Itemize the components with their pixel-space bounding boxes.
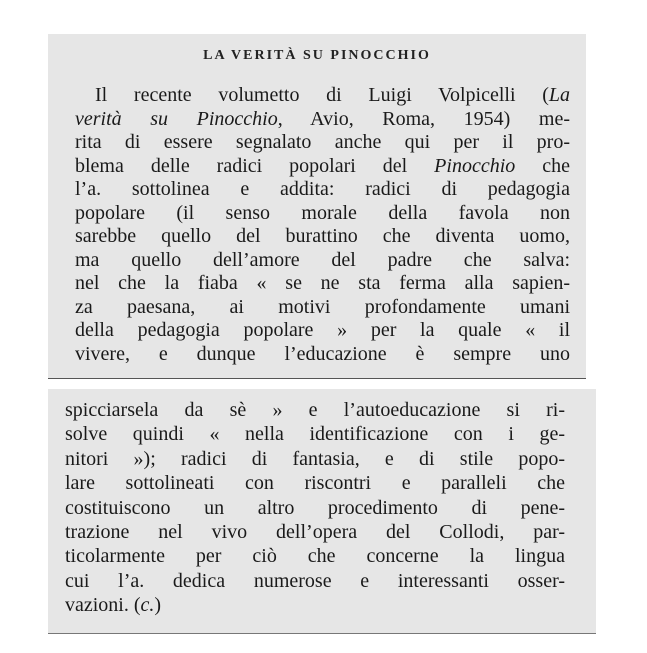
text-segment: Il recente volumetto di Luigi Volpicelli ( bbox=[95, 84, 549, 106]
text-segment: nel che la fiaba « se ne sta ferma alla sapien- bbox=[75, 272, 570, 294]
text-segment: , Avio, Roma, 1954) me- bbox=[277, 107, 570, 130]
text-line bbox=[65, 497, 565, 519]
text-line bbox=[65, 521, 565, 543]
text-line bbox=[65, 472, 565, 494]
text-segment: vivere, e dunque l’educazione è sempre uno bbox=[75, 342, 570, 365]
clipping-bottom bbox=[48, 389, 596, 634]
text-segment: trazione nel vivo dell’opera del Collodi, par- bbox=[65, 521, 565, 543]
text-segment: sarebbe quello del burattino che diventa uomo, bbox=[75, 225, 570, 247]
text-segment: ticolarmente per ciò che concerne la lingua bbox=[65, 545, 565, 568]
text-segment: spicciarsela da sè » e l’autoeducazione si ri- bbox=[65, 399, 565, 421]
text-line bbox=[75, 343, 570, 365]
italic-text: La bbox=[548, 84, 570, 106]
text-segment: cui l’a. dedica numerose e interessanti osser- bbox=[65, 569, 565, 592]
text-segment: lare sottolineati con riscontri e paralleli che bbox=[65, 472, 565, 495]
text-line bbox=[75, 249, 570, 271]
text-segment: za paesana, ai motivi profondamente umani bbox=[75, 295, 570, 318]
text-line bbox=[65, 594, 565, 616]
text-line bbox=[75, 225, 570, 247]
italic-text: Pinocchio bbox=[434, 154, 516, 177]
text-line bbox=[75, 272, 570, 294]
text-segment: ) bbox=[154, 594, 162, 617]
text-line bbox=[75, 296, 570, 318]
italic-text: c. bbox=[140, 594, 155, 617]
text-segment: nitori »); radici di fantasia, e di stile popo- bbox=[65, 447, 565, 470]
text-segment: vazioni. ( bbox=[65, 594, 141, 617]
text-segment: rita di essere segnalato anche qui per il pro- bbox=[75, 131, 570, 153]
text-line bbox=[75, 108, 570, 130]
text-line bbox=[75, 319, 570, 341]
text-segment: ma quello dell’amore del padre che salva: bbox=[75, 248, 570, 271]
text-line bbox=[65, 545, 565, 567]
italic-text: verità su Pinocchio bbox=[75, 107, 278, 130]
text-line bbox=[75, 202, 570, 224]
text-line bbox=[95, 84, 570, 106]
text-line bbox=[75, 178, 570, 200]
text-line bbox=[75, 155, 570, 177]
article-title: LA VERITÀ SU PINOCCHIO bbox=[203, 48, 431, 63]
text-segment: che bbox=[515, 154, 570, 177]
text-segment: solve quindi « nella identificazione con i ge- bbox=[65, 423, 565, 446]
text-segment: costituiscono un altro procedimento di pene- bbox=[65, 496, 565, 519]
clipping-top bbox=[48, 34, 586, 379]
text-line bbox=[65, 570, 565, 592]
text-segment: della pedagogia popolare » per la quale « il bbox=[75, 319, 570, 341]
text-line bbox=[65, 399, 565, 421]
text-segment: l’a. sottolinea e addita: radici di pedagogia bbox=[75, 178, 570, 200]
text-segment: popolare (il senso morale della favola non bbox=[75, 201, 570, 224]
text-line bbox=[65, 448, 565, 470]
text-segment: blema delle radici popolari del bbox=[75, 154, 435, 177]
text-line bbox=[65, 423, 565, 445]
text-line bbox=[75, 131, 570, 153]
